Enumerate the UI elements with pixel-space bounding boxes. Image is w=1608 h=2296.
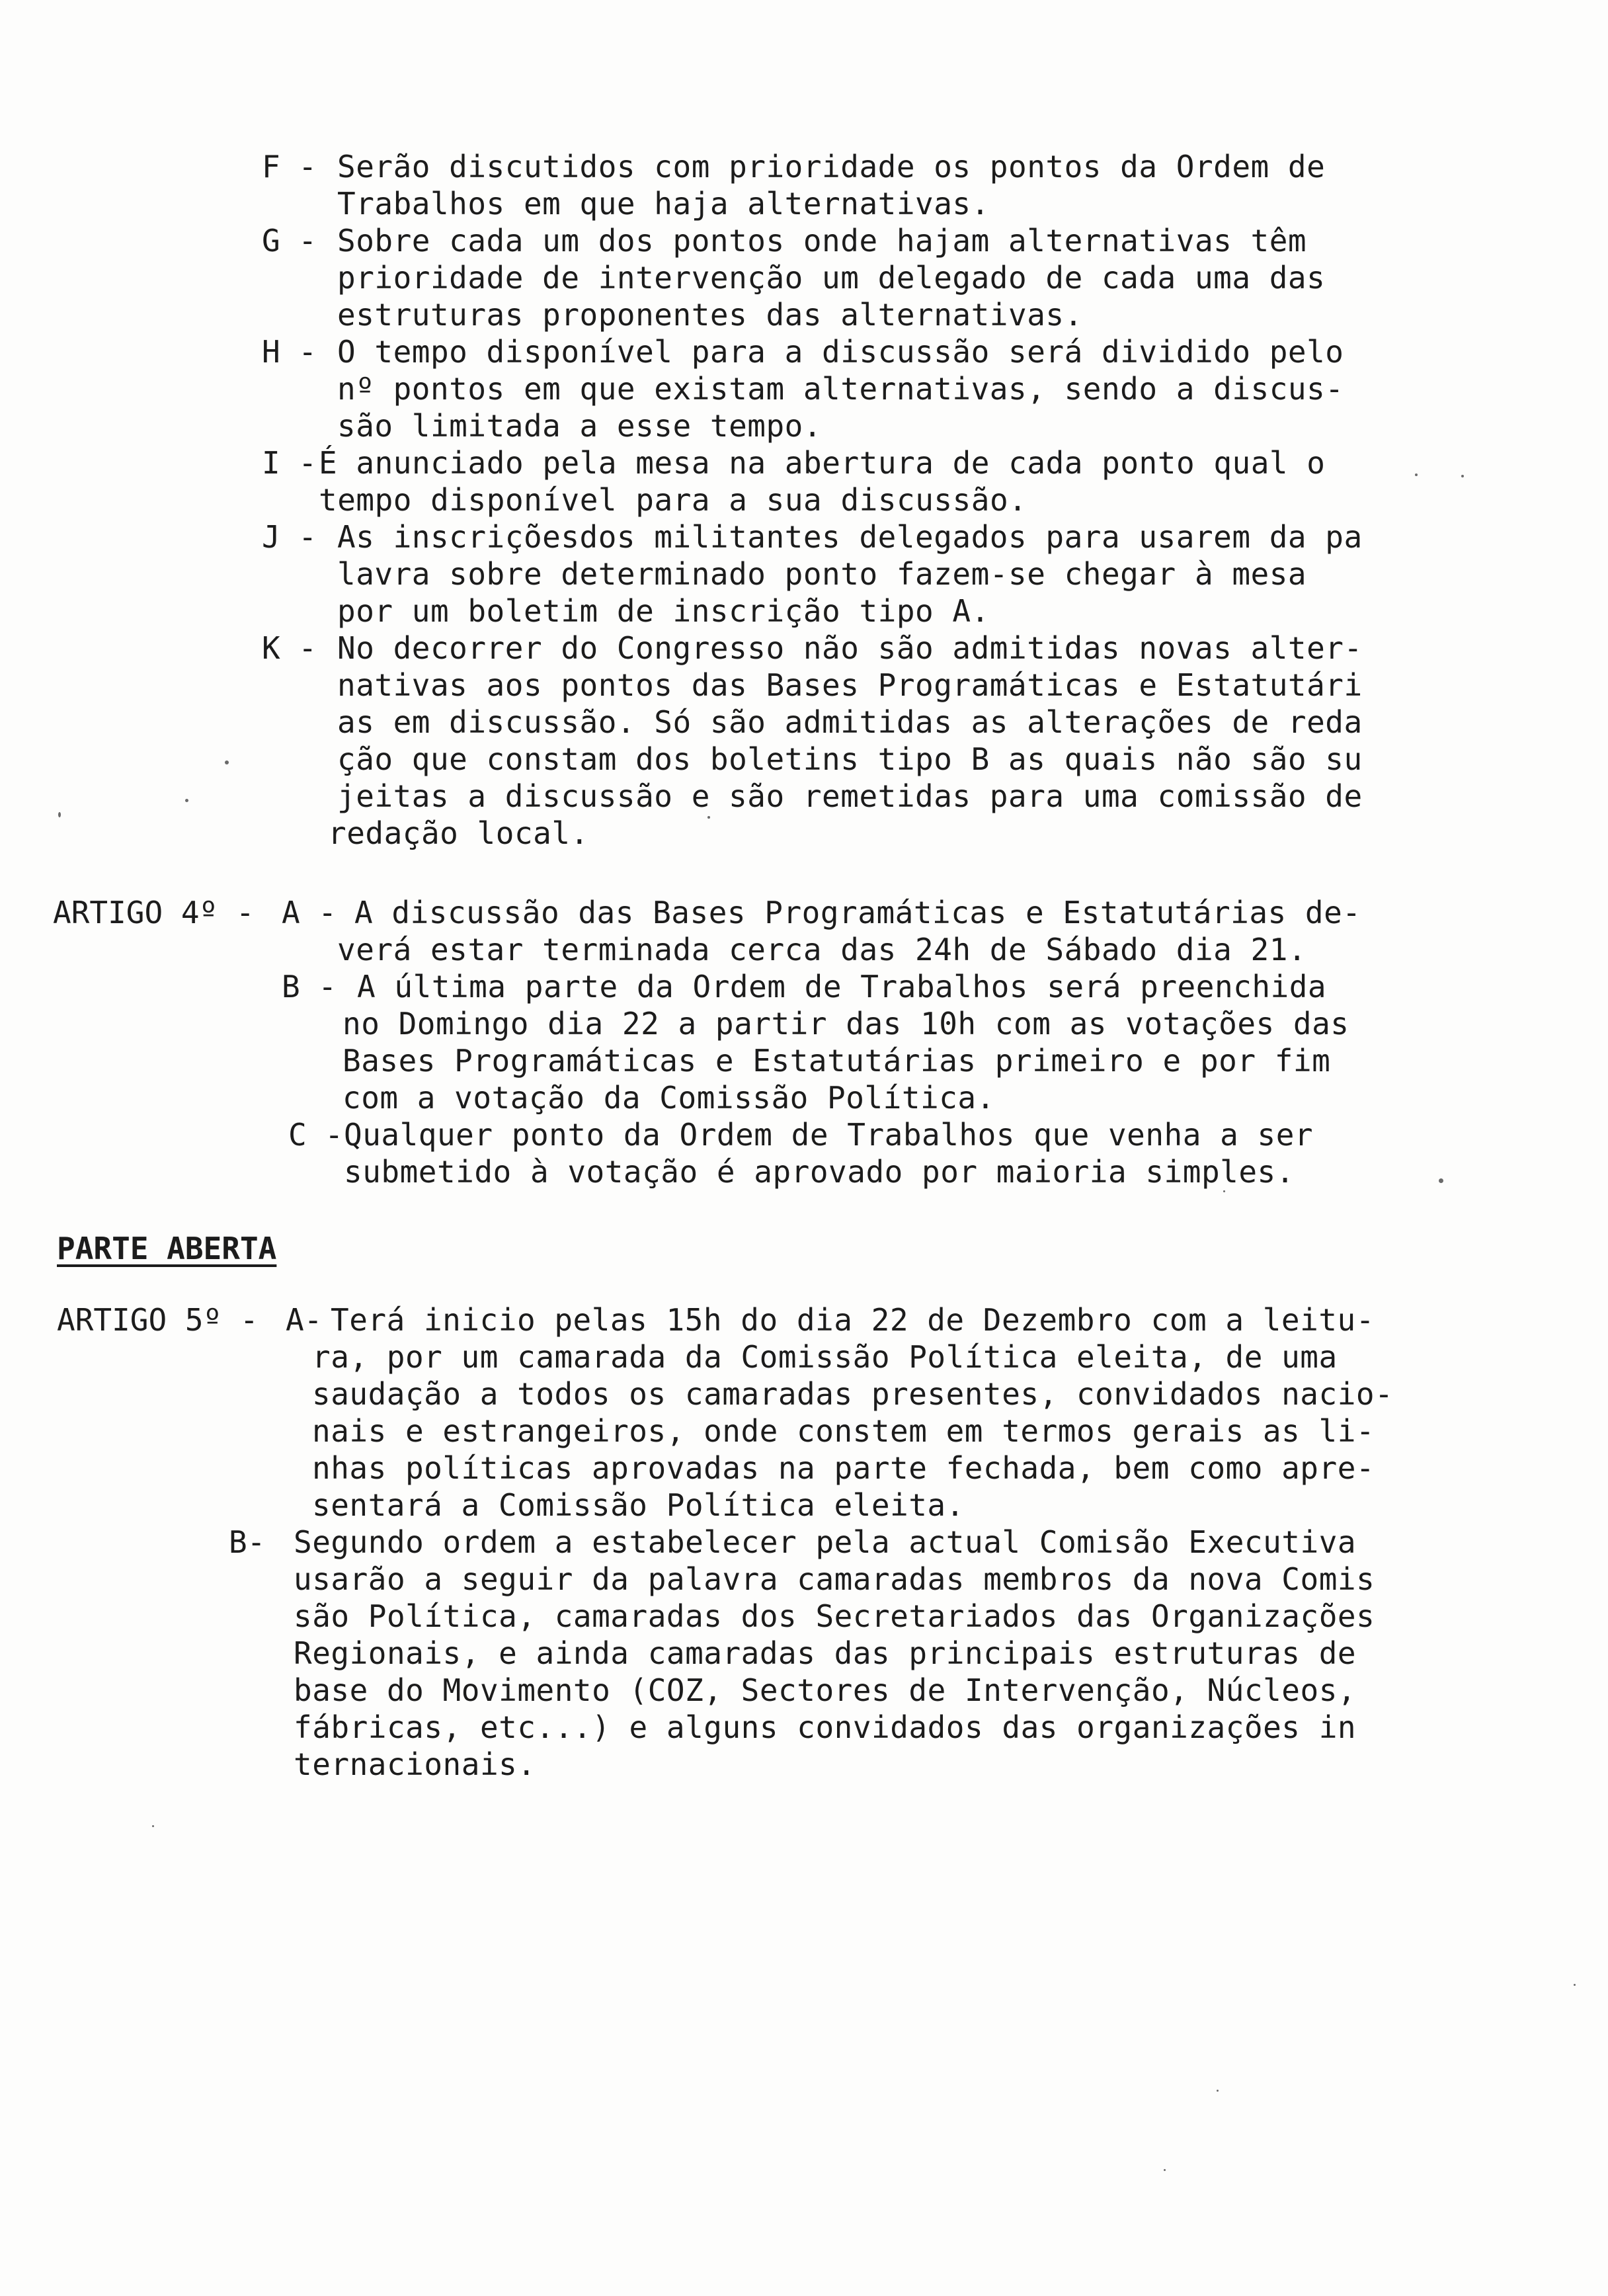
clause-label: C - xyxy=(288,1117,344,1153)
clause-line: são Política, camaradas dos Secretariados das Organizações xyxy=(294,1598,1375,1634)
clause-line: fábricas, etc...) e alguns convidados das organizações in xyxy=(294,1709,1357,1745)
clause-line: Serão discutidos com prioridade os pontos da Ordem de xyxy=(337,149,1326,184)
scan-speck xyxy=(1164,2169,1166,2171)
scan-speck xyxy=(152,1825,154,1827)
scan-speck xyxy=(185,799,188,802)
clause-line: com a votação da Comissão Política. xyxy=(342,1080,995,1116)
clause-line: Terá inicio pelas 15h do dia 22 de Dezembro com a leitu- xyxy=(331,1302,1375,1338)
clause-label: I - xyxy=(262,445,317,481)
clause-label: B - xyxy=(282,969,337,1004)
clause-line: Regionais, e ainda camaradas das principais estruturas de xyxy=(294,1635,1357,1671)
clause-label: J - xyxy=(262,519,317,555)
clause-label: F - xyxy=(262,149,317,184)
clause-line: as em discussão. Só são admitidas as alterações de reda xyxy=(337,704,1363,740)
scan-speck xyxy=(1223,1190,1225,1192)
clause-line: nais e estrangeiros, onde constem em termos gerais as li- xyxy=(312,1413,1375,1449)
scan-speck xyxy=(1415,473,1418,476)
clause-line: verá estar terminada cerca das 24h de Sábado dia 21. xyxy=(337,932,1307,967)
section-heading: PARTE ABERTA xyxy=(57,1231,277,1266)
scan-speck xyxy=(707,816,710,819)
clause-line: usarão a seguir da palavra camaradas membros da nova Comis xyxy=(294,1561,1375,1597)
clause-line: Qualquer ponto da Ordem de Trabalhos que venha a ser xyxy=(344,1117,1314,1153)
clause-label: G - xyxy=(262,223,317,259)
clause-line: base do Movimento (COZ, Sectores de Intervenção, Núcleos, xyxy=(294,1672,1357,1708)
scan-speck xyxy=(1439,1178,1443,1183)
clause-line: por um boletim de inscrição tipo A. xyxy=(337,593,990,629)
clause-label: A - xyxy=(282,895,337,930)
clause-label: H - xyxy=(262,334,317,370)
scan-speck xyxy=(58,812,61,817)
clause-line: lavra sobre determinado ponto fazem-se chegar à mesa xyxy=(337,556,1307,592)
clause-line: Bases Programáticas e Estatutárias primeiro e por fim xyxy=(342,1043,1331,1079)
clause-line: O tempo disponível para a discussão será dividido pelo xyxy=(337,334,1344,370)
scan-speck xyxy=(225,760,229,764)
clause-line: sentará a Comissão Política eleita. xyxy=(312,1487,965,1523)
clause-line: Sobre cada um dos pontos onde hajam alternativas têm xyxy=(337,223,1307,259)
clause-line: nativas aos pontos das Bases Programáticas e Estatutári xyxy=(337,667,1363,703)
article-label: ARTIGO 4º - xyxy=(53,895,255,930)
clause-label: B- xyxy=(229,1524,266,1560)
clause-line: As inscriçõesdos militantes delegados para usarem da pa xyxy=(337,519,1363,555)
clause-line: saudação a todos os camaradas presentes, convidados nacio- xyxy=(312,1376,1394,1412)
scan-speck xyxy=(1461,475,1464,477)
clause-line: nhas políticas aprovadas na parte fechada, bem como apre- xyxy=(312,1450,1375,1486)
clause-line: No decorrer do Congresso não são admitidas novas alter- xyxy=(337,630,1363,666)
clause-line: no Domingo dia 22 a partir das 10h com as votações das xyxy=(342,1006,1349,1042)
clause-line: são limitada a esse tempo. xyxy=(337,408,823,444)
clause-line: Trabalhos em que haja alternativas. xyxy=(337,186,990,222)
clause-line: tempo disponível para a sua discussão. xyxy=(319,482,1027,518)
clause-line: A discussão das Bases Programáticas e Estatutárias de- xyxy=(354,895,1361,930)
clause-line: jeitas a discussão e são remetidas para uma comissão de xyxy=(337,778,1363,814)
clause-label: K - xyxy=(262,630,317,666)
clause-line: nº pontos em que existam alternativas, sendo a discus- xyxy=(337,371,1344,407)
article-label: ARTIGO 5º - xyxy=(57,1302,259,1338)
scan-speck xyxy=(1574,1984,1576,1986)
clause-line: ção que constam dos boletins tipo B as quais não são su xyxy=(337,741,1363,777)
clause-line: redação local. xyxy=(328,815,589,851)
clause-line: ternacionais. xyxy=(294,1746,536,1782)
clause-line: A última parte da Ordem de Trabalhos será preenchida xyxy=(357,969,1327,1004)
scan-speck xyxy=(1217,2090,1219,2092)
clause-line: submetido à votação é aprovado por maioria simples. xyxy=(344,1154,1295,1190)
clause-label: A- xyxy=(286,1302,323,1338)
clause-line: estruturas proponentes das alternativas. xyxy=(337,297,1083,333)
clause-line: É anunciado pela mesa na abertura de cada ponto qual o xyxy=(319,445,1326,481)
clause-line: prioridade de intervenção um delegado de cada uma das xyxy=(337,260,1326,296)
clause-line: ra, por um camarada da Comissão Política eleita, de uma xyxy=(312,1339,1338,1375)
clause-line: Segundo ordem a estabelecer pela actual Comisão Executiva xyxy=(294,1524,1357,1560)
